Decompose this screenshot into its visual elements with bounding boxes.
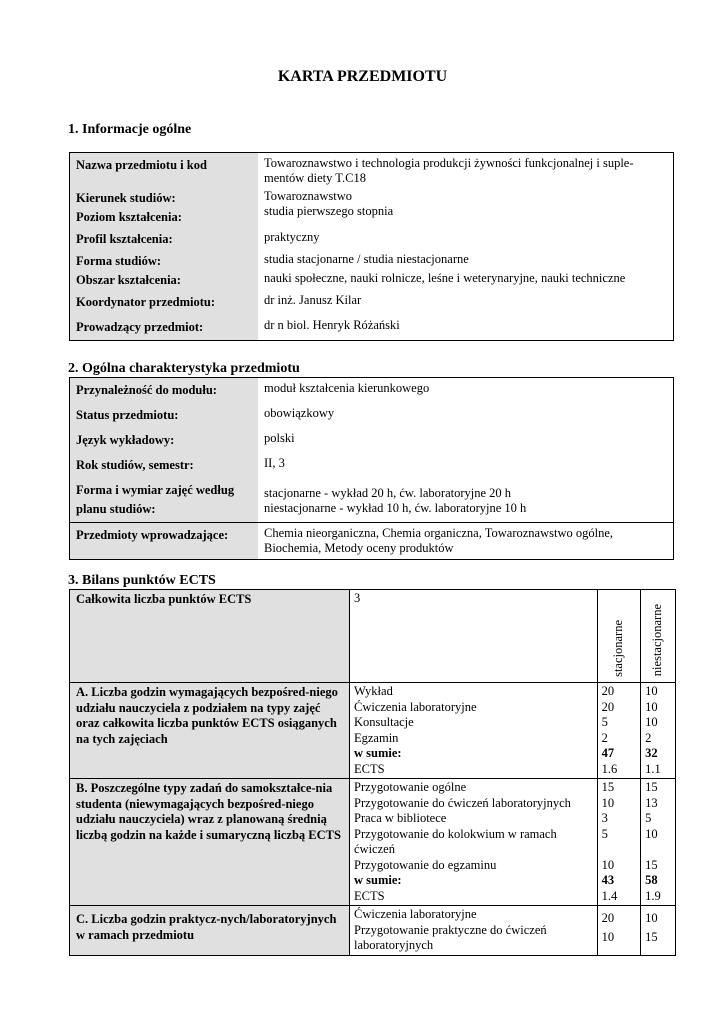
table-row	[70, 153, 674, 190]
characteristics-table	[69, 377, 674, 560]
table-row	[70, 403, 674, 428]
group-a-label: A. Liczba godzin wymagających bezpośred-niego udziału nauczyciela z podziałem na typy zajęć oraz całkowita liczba punktów ECTS osiąganych na tych zajęciach	[70, 683, 350, 779]
group-a-stac: 20 20 5 2 47 1.6	[597, 683, 641, 779]
table-row	[70, 683, 676, 779]
group-c-label: C. Liczba godzin praktycz-nych/laboratoryjnych w ramach przedmiotu	[70, 906, 350, 956]
info-label: Koordynator przedmiotu:	[70, 290, 259, 315]
char-value: polski	[264, 431, 295, 445]
info-label: Prowadzący przedmiot:	[70, 315, 259, 341]
group-a-items: Wykład Ćwiczenia laboratoryjne Konsultacje Egzamin w sumie: ECTS	[350, 683, 598, 779]
info-label: Nazwa przedmiotu i kod	[70, 153, 259, 190]
general-info-table	[69, 152, 674, 341]
ects-total-label: Całkowita liczba punktów ECTS	[70, 590, 350, 683]
table-row	[70, 271, 674, 290]
char-value: moduł kształcenia kierunkowego	[264, 381, 430, 395]
info-label: Forma studiów:	[70, 252, 259, 271]
info-label: Obszar kształcenia:	[70, 271, 259, 290]
section-2-heading: 2. Ogólna charakterystyka przedmiotu	[68, 361, 300, 376]
group-c-stac: 20 10	[597, 906, 641, 956]
table-row	[70, 428, 674, 453]
char-value: II, 3	[264, 456, 285, 470]
info-value: nauki społeczne, nauki rolnicze, leśne i weterynaryjne, nauki techniczne	[264, 271, 626, 285]
document-title: KARTA PRZEDMIOTU	[277, 68, 448, 85]
group-b-label: B. Poszczególne typy zadań do samokształce-nia studenta (niewymagających bezpośred-niego udziału nauczyciela) wraz z planowaną średnią liczbą godzin na każde i sumaryczną liczbą ECTS	[70, 779, 350, 906]
group-c-niestac: 10 15	[641, 906, 676, 956]
info-value: dr inż. Janusz Kilar	[264, 293, 362, 307]
info-value: Towaroznawstwo studia pierwszego stopnia	[264, 189, 394, 218]
ects-total-value: 3	[350, 590, 598, 683]
table-row	[70, 189, 674, 227]
group-b-stac: 15 10 3 5 10 43 1.4	[597, 779, 641, 906]
char-value: Chemia nieorganiczna, Chemia organiczna, Towaroznawstwo ogólne, Biochemia, Metody oceny produktów	[264, 526, 614, 555]
char-label: Status przedmiotu:	[70, 403, 259, 428]
group-b-items: Przygotowanie ogólne Przygotowanie do ćwiczeń laboratoryjnych Praca w bibliotece Przygotowanie do kolokwium w ramach ćwiczeń Przygotowanie do egzaminu w sumie: ECTS	[350, 779, 598, 906]
section-1-heading: 1. Informacje ogólne	[68, 122, 192, 137]
info-value: Towaroznawstwo i technologia produkcji żywności funkcjonalnej i suple-mentów diety T.C18	[264, 156, 634, 185]
group-c-items: Ćwiczenia laboratoryjne Przygotowanie praktyczne do ćwiczeń laboratoryjnych	[350, 906, 598, 956]
ects-table	[69, 589, 676, 956]
char-label: Język wykładowy:	[70, 428, 259, 453]
table-row	[70, 478, 674, 523]
section-3-heading: 3. Bilans punktów ECTS	[68, 573, 216, 588]
info-label: Kierunek studiów: Poziom kształcenia:	[70, 189, 259, 227]
group-b-niestac: 15 13 5 10 15 58 1.9	[641, 779, 676, 906]
table-row	[70, 906, 676, 956]
table-row	[70, 779, 676, 906]
table-row	[70, 590, 676, 683]
info-value: dr n biol. Henryk Różański	[264, 318, 400, 332]
char-label: Forma i wymiar zajęć według planu studiów:	[70, 478, 259, 523]
table-row	[70, 378, 674, 404]
table-row	[70, 252, 674, 271]
column-header-niestacjonarne: niestacjonarne	[641, 590, 676, 683]
info-label: Profil kształcenia:	[70, 227, 259, 252]
table-row	[70, 523, 674, 560]
char-label: Rok studiów, semestr:	[70, 453, 259, 478]
char-label: Przedmioty wprowadzające:	[70, 523, 259, 560]
info-value: praktyczny	[264, 230, 320, 244]
table-row	[70, 453, 674, 478]
table-row	[70, 315, 674, 341]
char-value: obowiązkowy	[264, 406, 335, 420]
table-row	[70, 290, 674, 315]
group-a-niestac: 10 10 10 2 32 1.1	[641, 683, 676, 779]
table-row	[70, 227, 674, 252]
char-label: Przynależność do modułu:	[70, 378, 259, 404]
column-header-stacjonarne: stacjonarne	[597, 590, 641, 683]
info-value: studia stacjonarne / studia niestacjonarne	[264, 252, 469, 266]
char-value: stacjonarne - wykład 20 h, ćw. laboratoryjne 20 h niestacjonarne - wykład 10 h, ćw. laboratoryjne 10 h	[264, 486, 527, 515]
